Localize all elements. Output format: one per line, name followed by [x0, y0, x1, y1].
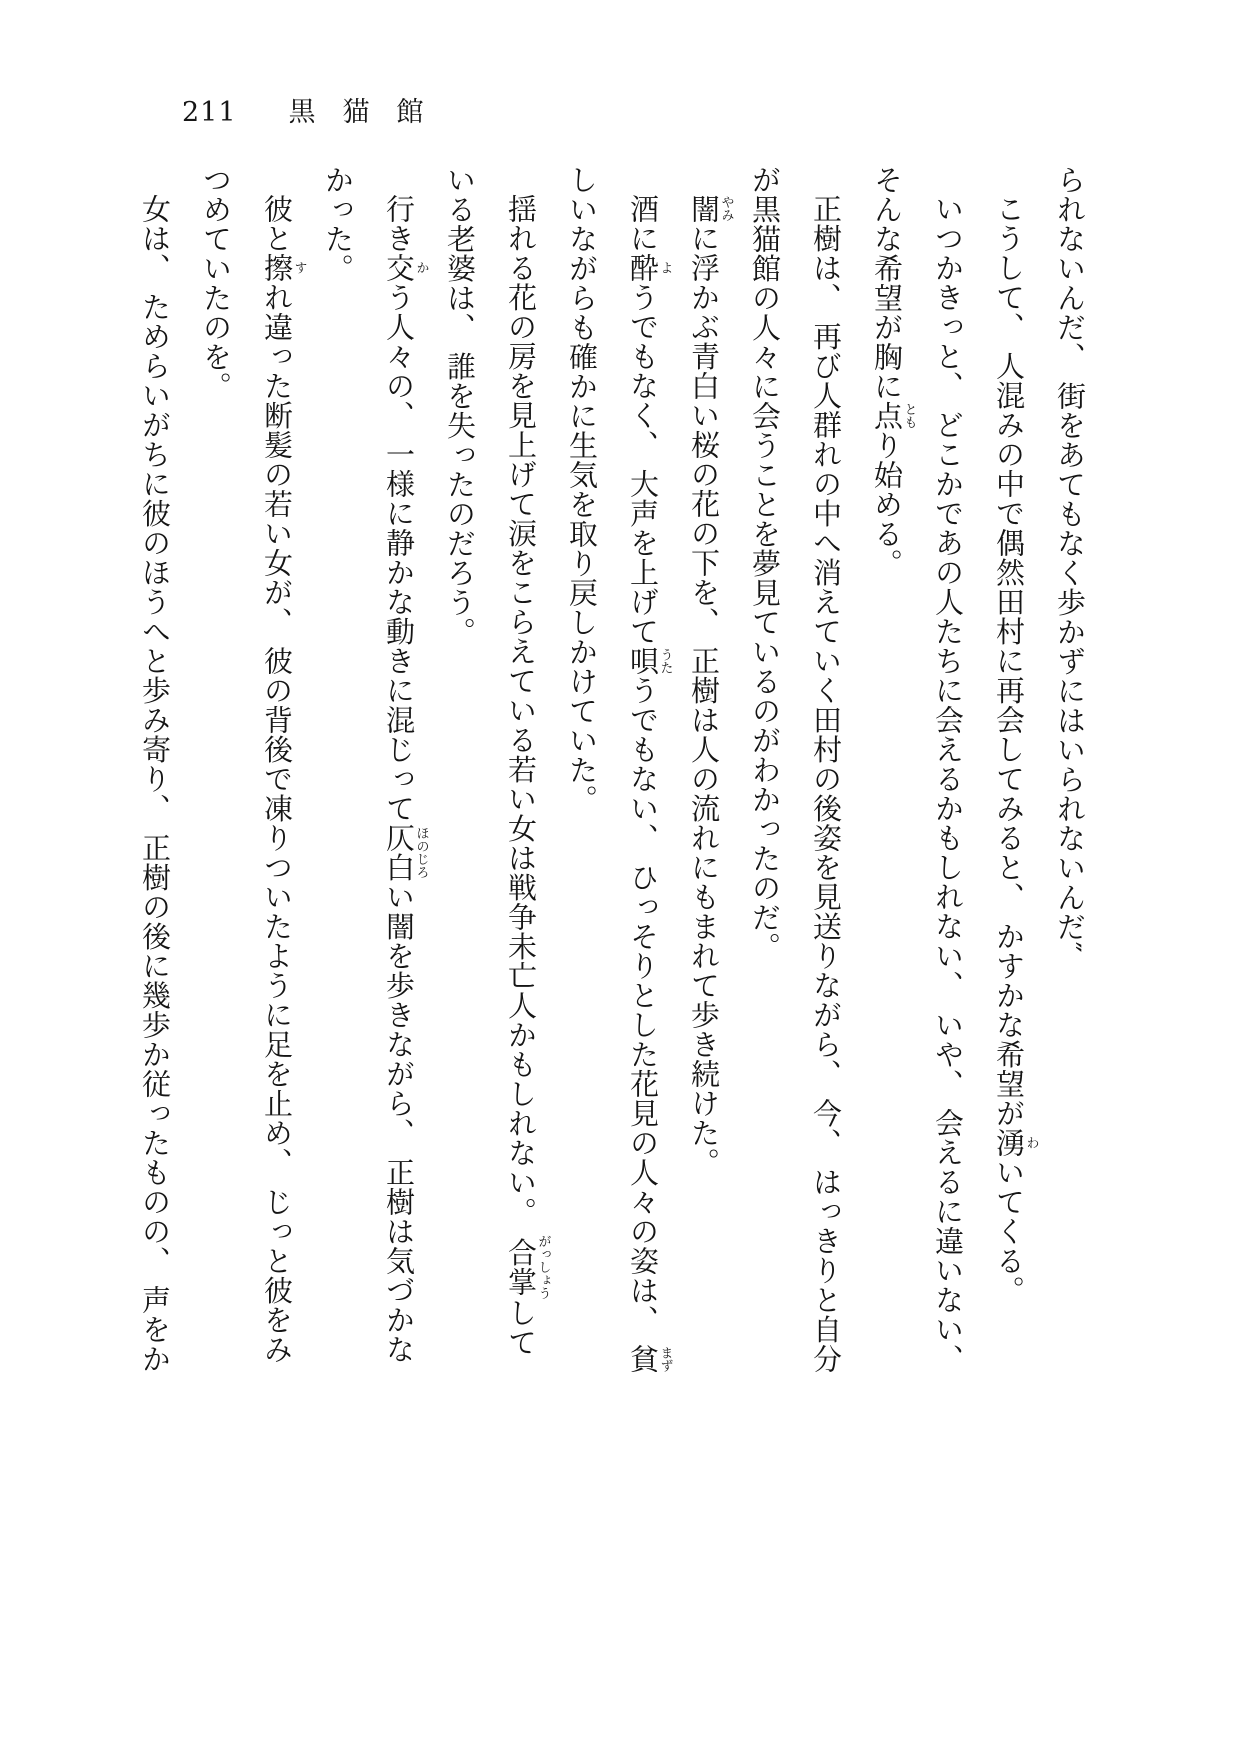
text-column: 酒に酔ようでもなく、 大声を上げて唄うたうでもない、 ひっそりとした花見の人々の姿は、 貧まず [626, 194, 673, 1374]
furigana-ruby: 点とも [870, 401, 917, 431]
furigana-ruby: 交か [382, 253, 429, 283]
furigana-text: す [291, 253, 307, 283]
furigana-text: わ [1023, 1127, 1039, 1158]
running-title: 黒猫館 [288, 97, 451, 128]
page-number: 211 [182, 97, 237, 128]
text-column: 闇やみに浮かぶ青白い桜の花の下を、 正樹は人の流れにもまれて歩き続けた。 [687, 194, 734, 1178]
furigana-ruby: 闇やみ [687, 194, 734, 224]
text-column: こうして、 人混みの中で偶然田村に再会してみると、 かすかな希望が湧わいてくる。 [992, 194, 1039, 1305]
furigana-ruby: 唄うた [626, 646, 673, 676]
furigana-text: か [413, 253, 429, 283]
furigana-text: がっしょう [535, 1234, 551, 1300]
text-column: 行き交かう人々の、 一様に静かな動きに混じって仄白ほのじろい闇を歩きながら、 正樹は気づかな [382, 194, 429, 1364]
furigana-ruby: 酔よ [626, 253, 673, 283]
furigana-ruby: 合掌がっしょう [504, 1234, 551, 1300]
text-column: かった。 [321, 165, 355, 283]
text-block [124, 165, 1100, 1374]
furigana-ruby: 擦す [260, 253, 307, 283]
text-column: しいながらも確かに生気を取り戻しかけていた。 [565, 165, 599, 814]
text-column: 揺れる花の房を見上げて涙をこらえている若い女は戦争未亡人かもしれない。 合掌がっしょうして [504, 194, 551, 1358]
text-column: られないんだ、 街をあてもなく歩かずにはいられないんだ″ [1053, 165, 1087, 954]
furigana-text: まず [657, 1344, 673, 1374]
furigana-ruby: 湧わ [992, 1127, 1039, 1158]
page-header [182, 90, 451, 129]
text-column: いつかきっと、 どこかであの人たちに会えるかもしれない、 いや、 会えるに違いない、 [931, 194, 965, 1374]
text-column: 彼と擦すれ違った断髪の若い女が、 彼の背後で凍りついたように足を止め、 じっと彼をみ [260, 194, 307, 1364]
text-column: つめていたのを。 [199, 165, 233, 401]
furigana-ruby: 仄白ほのじろ [382, 823, 429, 883]
furigana-text: よ [657, 253, 673, 283]
text-column: が黒猫館の人々に会うことを夢見ているのがわかったのだ。 [748, 165, 782, 962]
furigana-text: やみ [718, 194, 734, 224]
text-column: いる老婆は、 誰を失ったのだろう。 [443, 165, 477, 647]
furigana-text: ほのじろ [413, 823, 429, 883]
text-column: そんな希望が胸に点ともり始める。 [870, 165, 917, 578]
text-column: 正樹は、 再び人群れの中へ消えていく田村の後姿を見送りながら、 今、 はっきりと自分 [809, 194, 843, 1374]
furigana-text: うた [657, 646, 673, 676]
furigana-text: とも [901, 401, 917, 431]
furigana-ruby: 貧まず [626, 1344, 673, 1374]
text-column: 女は、 ためらいがちに彼のほうへと歩み寄り、 正樹の後に幾歩か従ったものの、 声をか [138, 194, 172, 1374]
